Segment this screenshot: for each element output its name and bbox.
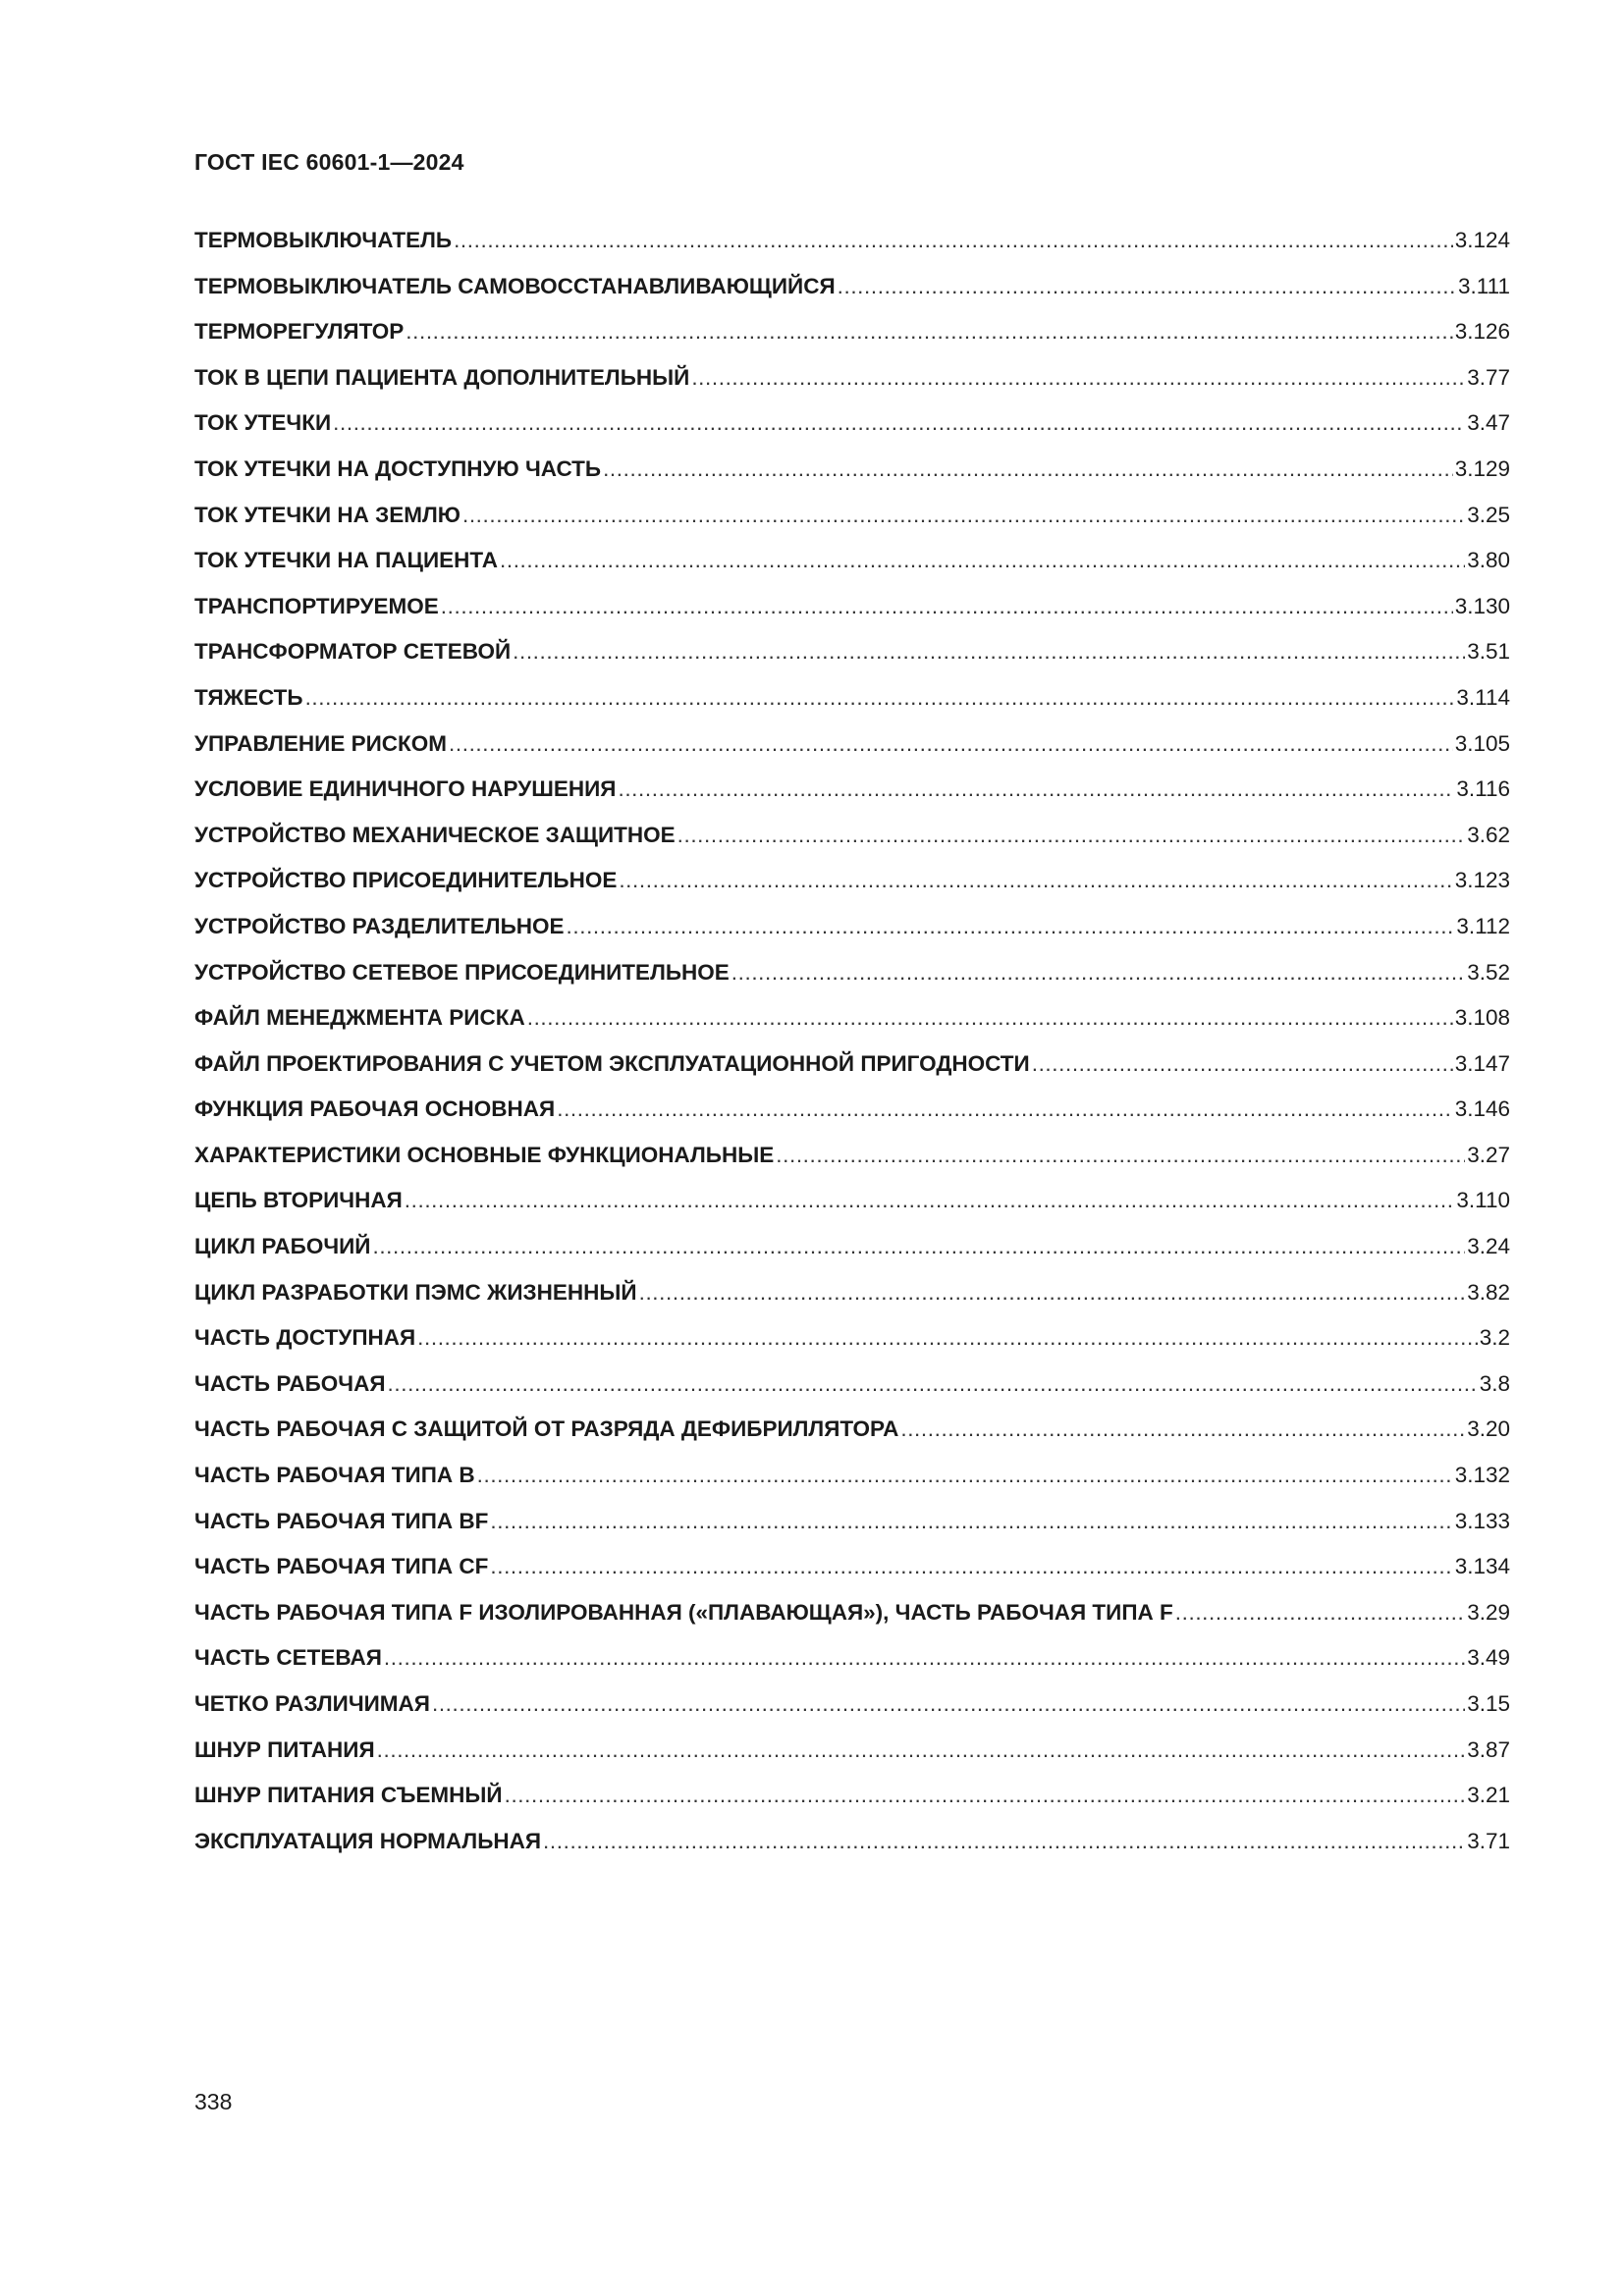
index-reference: 3.25: [1467, 502, 1510, 527]
index-entry: [194, 821, 1510, 867]
index-term: ЧАСТЬ РАБОЧАЯ ТИПА В: [194, 1463, 475, 1488]
index-term: ЧЕТКО РАЗЛИЧИМАЯ: [194, 1691, 430, 1716]
index-reference: 3.62: [1467, 822, 1510, 847]
index-entry: [194, 912, 1510, 958]
index-reference: 3.146: [1454, 1096, 1510, 1122]
index-term: ЦЕПЬ ВТОРИЧНАЯ: [194, 1188, 403, 1213]
index-term: ТОК УТЕЧКИ НА ПАЦИЕНТА: [194, 548, 498, 573]
index-entry: [194, 363, 1510, 409]
index-entry: [194, 1507, 1510, 1553]
dot-leader: [567, 912, 1455, 941]
dot-leader: [441, 592, 1453, 621]
dot-leader: [1175, 1598, 1465, 1628]
dot-leader: [639, 1278, 1466, 1308]
index-entry: [194, 408, 1510, 454]
index-term: ЧАСТЬ РАБОЧАЯ: [194, 1370, 386, 1396]
dot-leader: [618, 774, 1454, 804]
index-reference: 3.111: [1458, 273, 1510, 298]
index-term: ФАЙЛ МЕНЕДЖМЕНТА РИСКА: [194, 1005, 525, 1031]
dot-leader: [838, 272, 1456, 301]
dot-leader: [305, 683, 1455, 713]
index-reference: 3.129: [1454, 455, 1510, 481]
index-reference: 3.114: [1456, 684, 1510, 710]
index-term: ЧАСТЬ РАБОЧАЯ С ЗАЩИТОЙ ОТ РАЗРЯДА ДЕФИБРИЛЛЯТОРА: [194, 1416, 899, 1442]
dot-leader: [500, 546, 1465, 575]
index-term: УСТРОЙСТВО МЕХАНИЧЕСКОЕ ЗАЩИТНОЕ: [194, 822, 676, 847]
index-entry: [194, 1323, 1510, 1369]
index-reference: 3.51: [1467, 639, 1510, 665]
dot-leader: [603, 454, 1453, 484]
index-reference: 3.20: [1467, 1416, 1510, 1442]
index-reference: 3.130: [1454, 593, 1510, 618]
index-entry: [194, 1095, 1510, 1141]
page-number: 338: [194, 2089, 233, 2114]
index-entry: [194, 729, 1510, 775]
index-reference: 3.47: [1467, 410, 1510, 436]
index-term: УСТРОЙСТВО РАЗДЕЛИТЕЛЬНОЕ: [194, 913, 565, 938]
index-entry: [194, 1141, 1510, 1187]
index-entry: [194, 1598, 1510, 1644]
dot-leader: [505, 1781, 1466, 1810]
index-reference: 3.108: [1454, 1005, 1510, 1031]
index-entry: [194, 866, 1510, 912]
dot-leader: [677, 821, 1466, 850]
index-term: ЭКСПЛУАТАЦИЯ НОРМАЛЬНАЯ: [194, 1828, 542, 1853]
dot-leader: [405, 1186, 1455, 1215]
dot-leader: [490, 1552, 1452, 1581]
dot-leader: [377, 1735, 1466, 1765]
index-reference: 3.126: [1454, 319, 1510, 345]
index-term: ЧАСТЬ СЕТЕВАЯ: [194, 1645, 382, 1671]
index-entry: [194, 1232, 1510, 1278]
index-entry: [194, 272, 1510, 318]
index-reference: 3.71: [1467, 1828, 1510, 1853]
index-reference: 3.134: [1454, 1554, 1510, 1579]
index-entry: [194, 317, 1510, 363]
index-entry: [194, 683, 1510, 729]
index-term: УПРАВЛЕНИЕ РИСКОМ: [194, 730, 448, 756]
index-entry: [194, 1689, 1510, 1735]
index-reference: 3.8: [1479, 1370, 1510, 1396]
index-entry: [194, 774, 1510, 821]
index-reference: 3.27: [1467, 1142, 1510, 1167]
dot-leader: [691, 363, 1465, 393]
index-entry: [194, 1003, 1510, 1049]
index-entry: [194, 1278, 1510, 1324]
dot-leader: [731, 958, 1465, 988]
index-term: ТОК УТЕЧКИ НА ДОСТУПНУЮ ЧАСТЬ: [194, 455, 602, 481]
index-entry: [194, 226, 1510, 272]
index-term: УСТРОЙСТВО ПРИСОЕДИНИТЕЛЬНОЕ: [194, 868, 618, 893]
index-entry: [194, 1781, 1510, 1827]
index-reference: 3.116: [1456, 776, 1510, 802]
index-reference: 3.29: [1467, 1599, 1510, 1625]
index-term: ЧАСТЬ РАБОЧАЯ ТИПА F ИЗОЛИРОВАННАЯ («ПЛАВАЮЩАЯ»), ЧАСТЬ РАБОЧАЯ ТИПА F: [194, 1599, 1173, 1625]
index-term: ТОК УТЕЧКИ НА ЗЕМЛЮ: [194, 502, 460, 527]
index-reference: 3.24: [1467, 1234, 1510, 1259]
index-reference: 3.80: [1467, 548, 1510, 573]
index-term: УСТРОЙСТВО СЕТЕВОЕ ПРИСОЕДИНИТЕЛЬНОЕ: [194, 959, 730, 985]
index-term: ЧАСТЬ ДОСТУПНАЯ: [194, 1325, 416, 1351]
index-entry: [194, 1643, 1510, 1689]
index-reference: 3.87: [1467, 1736, 1510, 1762]
index-term: ЦИКЛ РАБОЧИЙ: [194, 1234, 371, 1259]
dot-leader: [462, 501, 1465, 530]
index-entry: [194, 1461, 1510, 1507]
index-entry: [194, 1049, 1510, 1095]
index-term: ТЕРМОВЫКЛЮЧАТЕЛЬ: [194, 228, 453, 252]
index-entry: [194, 958, 1510, 1004]
term-index-list: [194, 226, 1510, 1872]
index-entry: [194, 501, 1510, 547]
dot-leader: [557, 1095, 1452, 1124]
index-reference: 3.124: [1454, 228, 1510, 252]
index-entry: [194, 546, 1510, 592]
index-reference: 3.147: [1454, 1050, 1510, 1076]
index-entry: [194, 1735, 1510, 1782]
index-reference: 3.52: [1467, 959, 1510, 985]
index-term: ХАРАКТЕРИСТИКИ ОСНОВНЫЕ ФУНКЦИОНАЛЬНЫЕ: [194, 1142, 775, 1167]
index-reference: 3.132: [1454, 1463, 1510, 1488]
dot-leader: [490, 1507, 1452, 1536]
index-entry: [194, 1369, 1510, 1415]
index-term: ШНУР ПИТАНИЯ СЪЕМНЫЙ: [194, 1783, 503, 1808]
index-term: ТОК УТЕЧКИ: [194, 410, 332, 436]
index-entry: [194, 454, 1510, 501]
index-term: ЧАСТЬ РАБОЧАЯ ТИПА CF: [194, 1554, 489, 1579]
dot-leader: [776, 1141, 1465, 1170]
index-reference: 3.123: [1454, 868, 1510, 893]
dot-leader: [513, 637, 1465, 667]
index-reference: 3.21: [1467, 1783, 1510, 1808]
index-entry: [194, 1186, 1510, 1232]
index-entry: [194, 1827, 1510, 1873]
dot-leader: [449, 729, 1453, 759]
index-reference: 3.110: [1456, 1188, 1510, 1213]
dot-leader: [527, 1003, 1453, 1033]
index-entry: [194, 637, 1510, 683]
dot-leader: [454, 226, 1453, 255]
dot-leader: [372, 1232, 1465, 1261]
dot-leader: [406, 317, 1452, 347]
index-entry: [194, 1552, 1510, 1598]
index-term: ТЕРМОВЫКЛЮЧАТЕЛЬ САМОВОССТАНАВЛИВАЮЩИЙСЯ: [194, 273, 836, 298]
dot-leader: [384, 1643, 1465, 1673]
dot-leader: [388, 1369, 1478, 1399]
index-term: ФАЙЛ ПРОЕКТИРОВАНИЯ С УЧЕТОМ ЭКСПЛУАТАЦИОННОЙ ПРИГОДНОСТИ: [194, 1050, 1030, 1076]
index-reference: 3.49: [1467, 1645, 1510, 1671]
index-reference: 3.15: [1467, 1691, 1510, 1716]
index-reference: 3.82: [1467, 1279, 1510, 1305]
index-entry: [194, 592, 1510, 638]
index-term: ШНУР ПИТАНИЯ: [194, 1736, 375, 1762]
index-entry: [194, 1415, 1510, 1461]
dot-leader: [417, 1323, 1478, 1353]
index-term: ТОК В ЦЕПИ ПАЦИЕНТА ДОПОЛНИТЕЛЬНЫЙ: [194, 364, 690, 390]
index-term: ЦИКЛ РАЗРАБОТКИ ПЭМС ЖИЗНЕННЫЙ: [194, 1279, 637, 1305]
dot-leader: [1032, 1049, 1453, 1079]
index-reference: 3.2: [1479, 1325, 1510, 1351]
index-reference: 3.112: [1456, 913, 1510, 938]
dot-leader: [619, 866, 1452, 895]
dot-leader: [333, 408, 1465, 438]
index-term: УСЛОВИЕ ЕДИНИЧНОГО НАРУШЕНИЯ: [194, 776, 617, 802]
index-reference: 3.133: [1454, 1508, 1510, 1533]
dot-leader: [543, 1827, 1465, 1856]
dot-leader: [477, 1461, 1453, 1490]
index-term: ТЯЖЕСТЬ: [194, 684, 303, 710]
index-reference: 3.77: [1467, 364, 1510, 390]
document-header: ГОСТ IEC 60601-1—2024: [194, 149, 464, 175]
index-term: ФУНКЦИЯ РАБОЧАЯ ОСНОВНАЯ: [194, 1096, 556, 1122]
dot-leader: [900, 1415, 1465, 1444]
index-term: ТЕРМОРЕГУЛЯТОР: [194, 319, 405, 345]
dot-leader: [432, 1689, 1465, 1719]
index-term: ЧАСТЬ РАБОЧАЯ ТИПА BF: [194, 1508, 489, 1533]
index-term: ТРАНСПОРТИРУЕМОЕ: [194, 593, 439, 618]
index-term: ТРАНСФОРМАТОР СЕТЕВОЙ: [194, 639, 512, 665]
index-reference: 3.105: [1454, 730, 1510, 756]
